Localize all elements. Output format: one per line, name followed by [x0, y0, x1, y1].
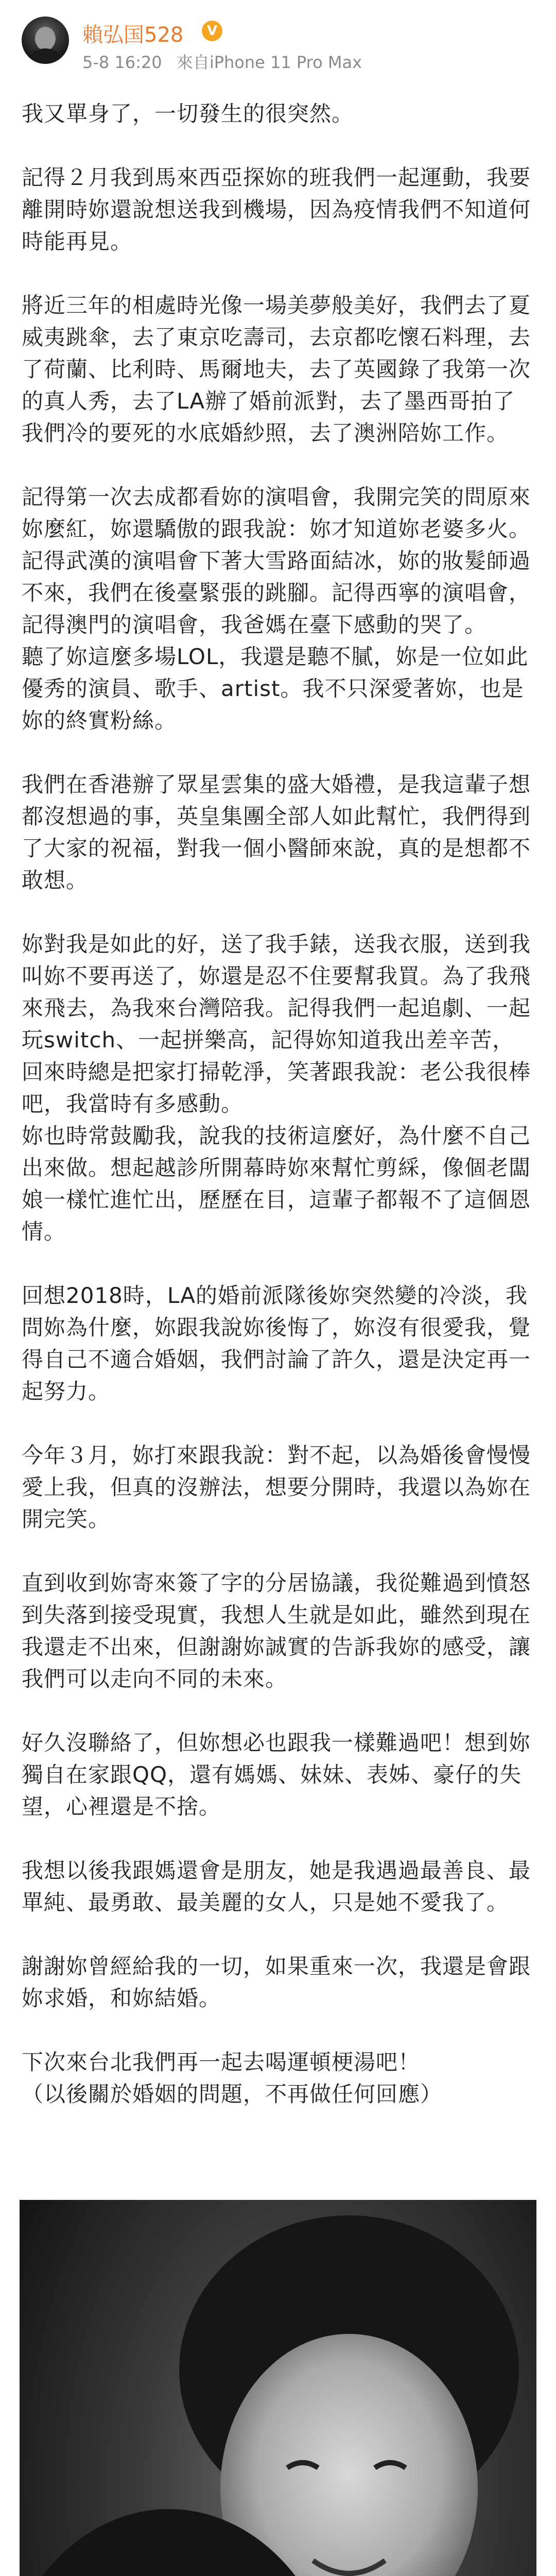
avatar[interactable] [22, 16, 69, 64]
couple-photo-image [20, 2200, 536, 2576]
post-paragraph: 我們在香港辦了眾星雲集的盛大婚禮，是我這輩子想都沒想過的事，英皇集團全部人如此幫忙，我們得到了大家的祝福，對我一個小醫師來說，真的是想都不敢想。 [22, 772, 531, 893]
post-paragraph: 直到收到妳寄來簽了字的分居協議，我從難過到憤怒到失落到接受現實，我想人生就是如此，雖然到現在我還走不出來，但謝謝妳誠實的告訴我妳的感受，讓我們可以走向不同的未來。 [22, 1570, 531, 1691]
post-source: 來自iPhone 11 Pro Max [176, 53, 362, 72]
post-paragraph: 將近三年的相處時光像一場美夢般美好，我們去了夏威夷跳傘，去了東京吃壽司，去京都吃懷石料理，去了荷蘭、比利時、馬爾地夫，去了英國錄了我第一次的真人秀，去了LA辦了婚前派對，去了墨西哥拍了我們冷的要死的水底婚紗照，去了澳洲陪妳工作。 [22, 293, 531, 446]
post-photo[interactable] [20, 2200, 536, 2576]
post-paragraph: 今年３月，妳打來跟我說：對不起，以為婚後會慢慢愛上我，但真的沒辦法，想要分開時，我還以為妳在開完笑。 [22, 1443, 531, 1532]
username-link[interactable]: 賴弘国528 [82, 23, 184, 47]
post-paragraph: 下次來台北我們再一起去喝運頓梗湯吧！ （以後關於婚姻的問題，不再做任何回應） [22, 2049, 443, 2107]
post-paragraph: 謝謝妳曾經給我的一切，如果重來一次，我還是會跟妳求婚，和妳結婚。 [22, 1954, 531, 2011]
post-body [22, 98, 536, 2142]
post-paragraph: 記得２月我到馬來西亞探妳的班我們一起運動，我要離開時妳還說想送我到機場，因為疫情我們不知道何時能再見。 [22, 165, 531, 254]
post-timestamp: 5-8 16:20 [82, 53, 162, 72]
avatar-face [35, 27, 56, 50]
post-paragraph: 我又單身了，一切發生的很突然。 [22, 101, 354, 126]
post-paragraph: 我想以後我跟媽還會是朋友，她是我遇過最善良、最單純、最勇敢、最美麗的女人，只是她不愛我了。 [22, 1858, 531, 1915]
avatar-body [29, 48, 62, 64]
post-paragraph: 妳對我是如此的好，送了我手錶，送我衣服，送到我叫妳不要再送了，妳還是忍不住要幫我買。為了我飛來飛去，為我來台灣陪我。記得我們一起追劇、一起玩switch、一起拼樂高，記得妳知道我出差辛苦，回來時總是把家打掃乾淨，笑著跟我說：老公我很棒吧，我當時有多感動。 妳也時常鼓勵我，說我的技術這麼好，為什麼不自己出來做。想起越診所開幕時妳來幫忙剪綵，像個老闆娘一樣忙進忙出，歷歷在目，這輩子都報不了這個恩情。 [22, 931, 531, 1244]
post-header [0, 0, 556, 82]
post-paragraph: 回想2018時，LA的婚前派隊後妳突然變的冷淡，我問妳為什麼，妳跟我說妳後悔了，妳沒有很愛我，覺得自己不適合婚姻，我們討論了許久，還是決定再一起努力。 [22, 1283, 531, 1404]
post-paragraph: 好久沒聯絡了，但妳想必也跟我一樣難過吧！想到妳獨自在家跟QQ，還有媽媽、妹妹、表姊、豪仔的失望，心裡還是不捨。 [22, 1730, 531, 1819]
post-paragraph: 記得第一次去成都看妳的演唱會，我開完笑的問原來妳麼紅，妳還驕傲的跟我說：妳才知道妳老婆多火。 記得武漢的演唱會下著大雪路面結冰，妳的妝髮師過不來，我們在後臺緊張的跳腳。記得西寧的演唱會，記得澳門的演唱會，我爸媽在臺下感動的哭了。 聽了妳這麼多場LOL，我還是聽不膩，妳是一位如此優秀的演員、歌手、artist。我不只深愛著妳，也是妳的終實粉絲。 [22, 484, 531, 733]
post-meta [82, 49, 371, 73]
vip-badge-icon: V [202, 21, 222, 41]
